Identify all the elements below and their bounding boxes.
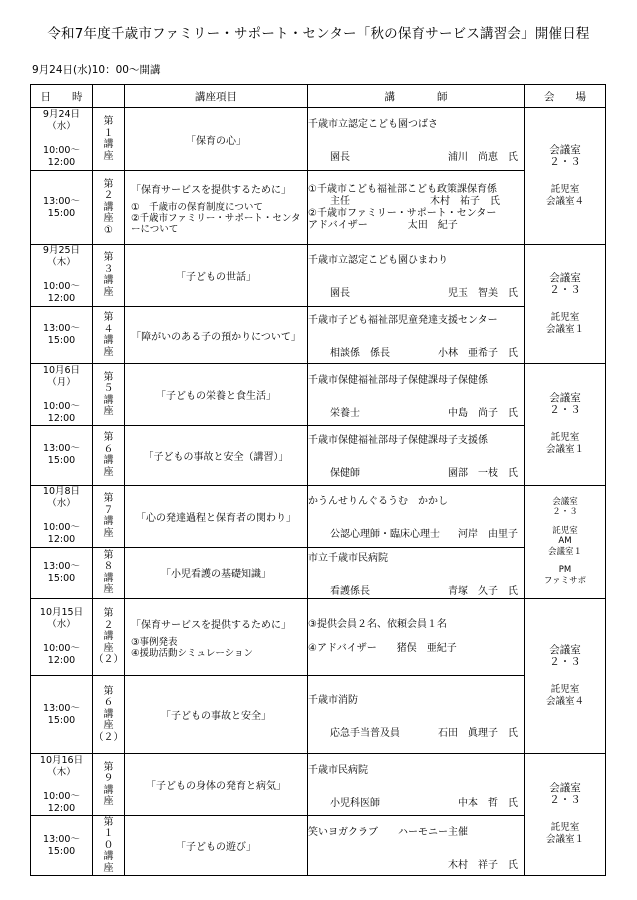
venue-line: 会議室 <box>552 496 578 507</box>
lecture-char: 第 <box>103 116 114 128</box>
session-weekday: （木） <box>47 766 76 778</box>
instructor-role-line <box>308 284 524 299</box>
venue-line: 託児室 <box>550 183 580 195</box>
lecture-char: ８ <box>103 561 114 573</box>
venue-line: AM <box>558 536 572 547</box>
date-time-cell <box>31 306 93 363</box>
instructor-name: 木村 祥子 氏 <box>448 860 518 872</box>
instructor-role: 小児科医師 <box>330 797 380 809</box>
lecture-char: 座 <box>103 406 114 418</box>
instructor-cell <box>308 171 525 244</box>
header-lecture <box>93 85 125 108</box>
date-time-cell <box>31 485 93 547</box>
session-time-line: 10:00～ <box>43 522 80 534</box>
instructor-cell <box>308 306 525 363</box>
session-time <box>31 643 92 667</box>
venue-line: PM <box>558 565 572 576</box>
session-date: 10月6日 <box>42 364 81 376</box>
session-time-line: 12:00 <box>47 655 76 667</box>
instructor-cell <box>308 753 525 815</box>
date-time-cell <box>31 547 93 598</box>
lecture-char: １ <box>103 828 114 840</box>
venue-line: ファミサポ <box>543 575 587 586</box>
instructor-name: 中島 尚子 氏 <box>448 407 518 419</box>
lecture-char: 座 <box>103 213 114 225</box>
instructor-name: 小林 亜希子 氏 <box>438 348 518 360</box>
lecture-number-cell <box>93 598 125 676</box>
lecture-number-cell <box>93 364 125 426</box>
session-time <box>31 522 92 546</box>
topic-title: 「子どもの身体の発育と病気」 <box>146 781 286 793</box>
topic-title: 「子どもの事故と安全（講習）」 <box>143 451 289 463</box>
instructor-role: 応急手当普及員 <box>330 727 400 739</box>
table-row <box>31 171 606 244</box>
table-row <box>31 598 606 676</box>
session-time <box>31 791 92 815</box>
topic-subitem: ②千歳市ファミリー・サポート・センターについて <box>131 212 301 235</box>
instructor-role: 栄養士 <box>330 407 360 419</box>
instructor-line <box>308 631 524 643</box>
date-time-cell <box>31 108 93 171</box>
session-time-line: 13:00～ <box>43 560 80 572</box>
session-weekday: （水） <box>47 121 76 133</box>
session-time <box>31 323 92 347</box>
lecture-number-cell <box>93 244 125 306</box>
topic-title: 「子どもの遊び」 <box>176 842 256 854</box>
lecture-char: 講 <box>103 139 114 151</box>
topic-subitem: ③事例発表 <box>131 636 178 648</box>
session-time-line: 15:00 <box>47 455 76 467</box>
instructor-name: 青塚 久子 氏 <box>448 585 518 597</box>
topic-cell <box>125 598 308 676</box>
topic-subitem: ① 千歳市の保育制度について <box>131 201 263 213</box>
session-time <box>31 443 92 467</box>
venue-line: ２・３ <box>549 155 581 168</box>
venue-line: 会議室 <box>549 392 581 405</box>
date-time-cell <box>31 244 93 306</box>
venue-line: ２・３ <box>549 655 581 668</box>
lecture-char: 座 <box>103 527 114 539</box>
instructor-cell <box>308 485 525 547</box>
lecture-char: ４ <box>103 323 114 335</box>
session-time-line: 15:00 <box>47 572 76 584</box>
lecture-char: 講 <box>103 851 114 863</box>
document-title: 令和7年度千歳市ファミリー・サポート・センター「秋の保育サービス講習会」開催日程 <box>47 26 590 42</box>
instructor-cell <box>308 676 525 754</box>
instructor-name: 児玉 智美 氏 <box>448 288 518 300</box>
venue-cell <box>525 485 606 598</box>
lecture-char: 講 <box>103 275 114 287</box>
instructor-role-line <box>308 794 524 809</box>
table-row <box>31 364 606 426</box>
session-time-line: 15:00 <box>47 714 76 726</box>
session-time <box>31 281 92 305</box>
lecture-char: 第 <box>103 816 114 828</box>
lecture-number-cell <box>93 547 125 598</box>
lecture-char: 第 <box>103 493 114 505</box>
instructor-role-line <box>308 724 524 739</box>
session-time-line: 15:00 <box>47 845 76 857</box>
table-row <box>31 485 606 547</box>
lecture-char: ６ <box>103 697 114 709</box>
lecture-char: 講 <box>103 631 114 643</box>
header-row <box>31 85 606 108</box>
topic-title: 「子どもの世話」 <box>176 271 256 283</box>
lecture-char: 講 <box>103 455 114 467</box>
instructor-line: ②千歳市ファミリー・サポート・センター <box>308 207 497 219</box>
instructor-name: 石田 眞理子 氏 <box>438 727 518 739</box>
instructor-role-line <box>308 148 524 163</box>
instructor-line: アドバイザー 太田 紀子 <box>308 219 458 231</box>
topic-cell <box>125 364 308 426</box>
date-time-cell <box>31 816 93 876</box>
instructor-org: 千歳市民病院 <box>308 764 368 776</box>
lecture-char: ３ <box>103 263 114 275</box>
lecture-char: 座 <box>103 796 114 808</box>
topic-title: 「保育の心」 <box>186 135 246 147</box>
instructor-cell <box>308 598 525 676</box>
session-time-line: 12:00 <box>47 802 76 814</box>
venue-line: 会議室 <box>549 782 581 795</box>
venue-line: 託児室 <box>550 432 580 444</box>
venue-line: 託児室 <box>550 822 580 834</box>
lecture-char: 第 <box>103 432 114 444</box>
instructor-org: 千歳市消防 <box>308 694 358 706</box>
instructor-role: 園長 <box>330 288 350 300</box>
session-time-line: 13:00～ <box>43 833 80 845</box>
session-time-line: 10:00～ <box>43 790 80 802</box>
lecture-char: ① <box>104 224 113 236</box>
header-date: 日 時 <box>31 85 93 108</box>
instructor-role: 相談係 係長 <box>330 348 390 360</box>
instructor-line: ③提供会員２名、依頼会員１名 <box>308 619 447 631</box>
lecture-number-cell <box>93 426 125 485</box>
session-time-line: 15:00 <box>47 207 76 219</box>
session-time-line: 10:00～ <box>43 145 80 157</box>
instructor-line: ④アドバイザー 猪俣 亜紀子 <box>308 643 457 655</box>
lecture-char: 第 <box>103 178 114 190</box>
instructor-line: ①千歳市こども福祉部こども政策課保育係 <box>308 183 497 195</box>
table-row <box>31 816 606 876</box>
table-row <box>31 547 606 598</box>
instructor-org: 千歳市立認定こども園ひまわり <box>308 255 448 267</box>
venue-line: 託児室 <box>550 683 580 695</box>
instructor-name: 中本 哲 氏 <box>458 797 518 809</box>
instructor-cell <box>308 108 525 171</box>
topic-cell <box>125 816 308 876</box>
session-date: 10月8日 <box>42 486 81 498</box>
session-date: 10月16日 <box>39 754 84 766</box>
date-time-cell <box>31 753 93 815</box>
session-time <box>31 145 92 169</box>
session-time-line: 13:00～ <box>43 702 80 714</box>
table-row <box>31 426 606 485</box>
session-weekday: （水） <box>47 619 76 631</box>
topic-cell <box>125 753 308 815</box>
lecture-char: 座 <box>103 584 114 596</box>
instructor-name: 河岸 由里子 <box>458 529 518 541</box>
lecture-number-cell <box>93 171 125 244</box>
date-time-cell <box>31 598 93 676</box>
venue-line: 会議室 <box>549 143 581 156</box>
instructor-role-line <box>308 525 524 540</box>
lecture-number-cell <box>93 816 125 876</box>
session-time-line: 13:00～ <box>43 195 80 207</box>
session-weekday: （水） <box>47 498 76 510</box>
venue-cell <box>525 753 606 875</box>
date-time-cell <box>31 364 93 426</box>
lecture-char: 座 <box>103 642 114 654</box>
table-row <box>31 306 606 363</box>
date-time-cell <box>31 426 93 485</box>
header-instructor: 講 師 <box>308 85 525 108</box>
topic-cell <box>125 676 308 754</box>
instructor-role-line <box>308 464 524 479</box>
session-time-line: 10:00～ <box>43 281 80 293</box>
session-time <box>31 834 92 858</box>
lecture-number-cell <box>93 306 125 363</box>
venue-cell <box>525 364 606 485</box>
session-time-line: 12:00 <box>47 157 76 169</box>
lecture-char: ２ <box>103 619 114 631</box>
header-topic: 講座項目 <box>125 85 308 108</box>
lecture-char: 講 <box>103 394 114 406</box>
venue-line: 会議室１ <box>545 323 584 335</box>
lecture-char: 講 <box>103 708 114 720</box>
session-weekday: （月） <box>47 376 76 388</box>
schedule-table <box>30 84 606 876</box>
instructor-org: 市立千歳市民病院 <box>308 552 388 564</box>
session-time <box>31 703 92 727</box>
lecture-char: 講 <box>103 516 114 528</box>
instructor-role: 看護係長 <box>330 585 370 597</box>
venue-line: 託児室 <box>552 525 578 536</box>
session-time-line: 15:00 <box>47 335 76 347</box>
topic-title: 「子どもの事故と安全」 <box>161 711 271 723</box>
lecture-char: 講 <box>103 335 114 347</box>
instructor-org: 笑いヨガクラブ ハーモニー主催 <box>308 827 468 839</box>
lecture-char: 座 <box>103 466 114 478</box>
lecture-char: ６ <box>103 443 114 455</box>
topic-title: 「小児看護の基礎知識」 <box>161 569 271 581</box>
venue-line: ２・３ <box>549 794 581 807</box>
session-time-line: 13:00～ <box>43 443 80 455</box>
lecture-char: 講 <box>103 201 114 213</box>
topic-cell <box>125 306 308 363</box>
instructor-org: 千歳市立認定こども園つばさ <box>308 119 438 131</box>
session-date: 9月25日 <box>42 245 81 257</box>
instructor-cell <box>308 426 525 485</box>
venue-line: 会議室１ <box>545 444 584 456</box>
instructor-lines <box>308 619 524 655</box>
session-date: 10月15日 <box>39 607 84 619</box>
venue-line: ２・３ <box>552 507 578 518</box>
venue-cell <box>525 244 606 363</box>
session-time-line: 10:00～ <box>43 400 80 412</box>
venue-line: 会議室 <box>549 643 581 656</box>
lecture-char: 座 <box>103 150 114 162</box>
lecture-char: ９ <box>103 773 114 785</box>
instructor-org: 千歳市保健福祉部母子保健課母子保健係 <box>308 374 488 386</box>
instructor-role-line <box>308 856 524 872</box>
topic-title: 「障がいのある子の預かりについて」 <box>131 331 301 343</box>
topic-cell <box>125 108 308 171</box>
instructor-name: 園部 一枝 氏 <box>448 468 518 480</box>
lecture-char: （２） <box>93 654 124 666</box>
topic-title: 「子どもの栄養と食生活」 <box>156 391 276 403</box>
lecture-char: 第 <box>103 608 114 620</box>
lecture-number-cell <box>93 108 125 171</box>
venue-cell <box>525 598 606 753</box>
lecture-char: １ <box>103 127 114 139</box>
session-time-line: 13:00～ <box>43 323 80 335</box>
lecture-char: 第 <box>103 761 114 773</box>
venue-cell <box>525 108 606 245</box>
instructor-role: 保健師 <box>330 468 360 480</box>
instructor-cell <box>308 244 525 306</box>
venue-line: 会議室１ <box>545 834 584 846</box>
topic-cell <box>125 547 308 598</box>
date-time-cell <box>31 171 93 244</box>
lecture-char: 第 <box>103 371 114 383</box>
session-time <box>31 561 92 585</box>
lecture-char: 座 <box>103 286 114 298</box>
lecture-char: 第 <box>103 252 114 264</box>
venue-line: 会議室 <box>549 271 581 284</box>
instructor-role: 公認心理師・臨床心理士 <box>330 529 440 541</box>
instructor-cell <box>308 547 525 598</box>
lecture-char: （２） <box>93 731 124 743</box>
session-time <box>31 196 92 220</box>
lecture-char: 講 <box>103 784 114 796</box>
lecture-number-cell <box>93 753 125 815</box>
session-time-line: 12:00 <box>47 534 76 546</box>
instructor-role-line <box>308 582 524 597</box>
lecture-char: 座 <box>103 720 114 732</box>
table-row <box>31 676 606 754</box>
lecture-char: 座 <box>103 862 114 874</box>
instructor-name: 浦川 尚恵 氏 <box>448 152 518 164</box>
instructor-line: 主任 木村 祐子 氏 <box>330 195 500 207</box>
lecture-char: 第 <box>103 685 114 697</box>
topic-title: 「保育サービスを提供するために」 <box>131 619 291 631</box>
lecture-char: ０ <box>103 839 114 851</box>
venue-line: 会議室４ <box>545 195 584 207</box>
lecture-char: ５ <box>103 383 114 395</box>
instructor-org: 千歳市保健福祉部母子保健課母子支援係 <box>308 435 488 447</box>
lecture-char: 座 <box>103 346 114 358</box>
session-time <box>31 401 92 425</box>
lecture-char: ７ <box>103 504 114 516</box>
lecture-char: 講 <box>103 572 114 584</box>
session-time-line: 12:00 <box>47 412 76 424</box>
session-time-line: 10:00～ <box>43 643 80 655</box>
topic-cell <box>125 244 308 306</box>
topic-subitem: ④援助活動シミュレーション <box>131 647 253 659</box>
instructor-org: かうんせりんぐるうむ かかし <box>308 496 448 508</box>
header-venue: 会 場 <box>525 85 606 108</box>
venue-line: ２・３ <box>549 404 581 417</box>
opening-date: 9月24日(水)10：00～開講 <box>32 64 161 76</box>
session-time-line: 12:00 <box>47 293 76 305</box>
instructor-role: 園長 <box>330 152 350 164</box>
topic-cell <box>125 171 308 244</box>
venue-line: 託児室 <box>550 311 580 323</box>
instructor-cell <box>308 816 525 876</box>
lecture-char: 第 <box>103 549 114 561</box>
venue-line: 会議室４ <box>545 695 584 707</box>
topic-cell <box>125 426 308 485</box>
instructor-org: 千歳市子ども福祉部児童発達支援センター <box>308 315 498 327</box>
table-row <box>31 753 606 815</box>
lecture-char: ２ <box>103 190 114 202</box>
instructor-role-line <box>308 344 524 359</box>
instructor-role-line <box>308 404 524 419</box>
instructor-cell <box>308 364 525 426</box>
topic-title: 「保育サービスを提供するために」 <box>131 184 291 196</box>
venue-line: 会議室１ <box>547 546 582 557</box>
instructor-lines <box>308 184 524 232</box>
table-row <box>31 108 606 171</box>
topic-cell <box>125 485 308 547</box>
topic-title: 「心の発達過程と保育者の関わり」 <box>136 512 296 524</box>
lecture-number-cell <box>93 485 125 547</box>
lecture-number-cell <box>93 676 125 754</box>
venue-line: ２・３ <box>549 283 581 296</box>
session-weekday: （木） <box>47 257 76 269</box>
table-row <box>31 244 606 306</box>
session-date: 9月24日 <box>42 109 81 121</box>
lecture-char: 第 <box>103 312 114 324</box>
date-time-cell <box>31 676 93 754</box>
